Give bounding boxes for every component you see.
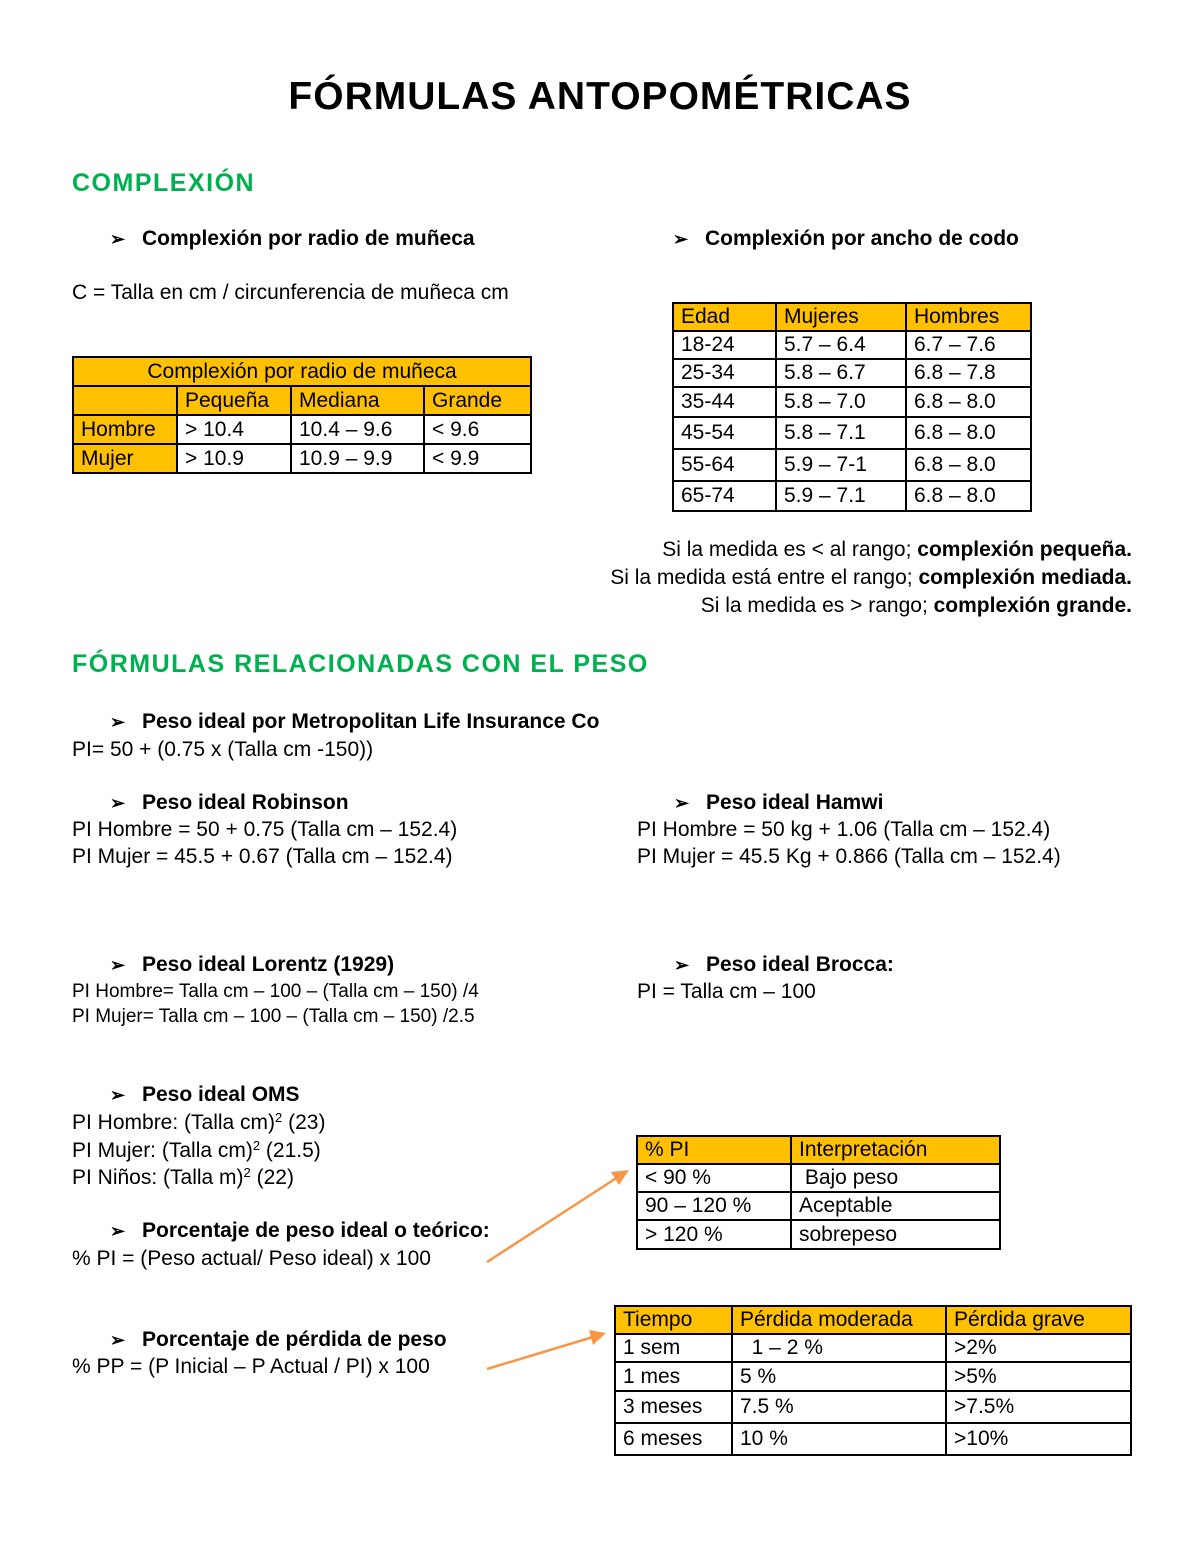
arrowhead-icon: [611, 1170, 629, 1185]
oms-text: PI Niños: (Talla m): [72, 1166, 244, 1189]
table-cell: >5%: [946, 1362, 1131, 1391]
table-header-cell: Pérdida moderada: [732, 1306, 946, 1334]
connector-arrow-percent-ideal: [487, 1177, 618, 1262]
wrist-formula: C = Talla en cm / circunferencia de muñeca cm: [72, 281, 509, 304]
table-cell: 6.8 – 8.0: [906, 481, 1031, 511]
table-cell: > 10.9: [177, 444, 291, 473]
hamwi-men: PI Hombre = 50 kg + 1.06 (Talla cm – 152.4): [637, 818, 1051, 841]
oms-exponent: 2: [252, 1138, 261, 1153]
table-cell: 5.9 – 7.1: [776, 481, 906, 511]
note-text: Si la medida es < al rango;: [662, 538, 918, 561]
table-cell: < 9.6: [424, 415, 531, 444]
note-bold: complexión mediada.: [918, 566, 1132, 589]
table-header-cell: Mujeres: [776, 303, 906, 331]
table-cell: 10.9 – 9.9: [291, 444, 424, 473]
bullet-label: Peso ideal Hamwi: [706, 791, 884, 814]
table-header-cell: Edad: [673, 303, 776, 331]
table-cell: 5.8 – 7.1: [776, 417, 906, 449]
section-heading-complexion: COMPLEXIÓN: [72, 169, 256, 197]
table-cell: 25-34: [673, 359, 776, 387]
table-cell: 3 meses: [615, 1391, 732, 1423]
connector-arrow-percent-loss: [487, 1337, 593, 1369]
oms-text: (23): [282, 1111, 326, 1134]
robinson-men: PI Hombre = 50 + 0.75 (Talla cm – 152.4): [72, 818, 458, 841]
arrow-bullet-icon: ➢: [110, 1330, 126, 1350]
arrow-bullet-icon: ➢: [110, 955, 126, 975]
table-cell: >7.5%: [946, 1391, 1131, 1423]
oms-text: (21.5): [260, 1139, 321, 1162]
table-cell: Aceptable: [791, 1192, 1000, 1220]
table-header-cell: Mediana: [291, 386, 424, 415]
table-cell: < 90 %: [637, 1164, 791, 1192]
bullet-label: Peso ideal Brocca:: [706, 953, 894, 976]
oms-exponent: 2: [275, 1110, 283, 1125]
table-cell: 55-64: [673, 449, 776, 481]
arrow-bullet-icon: ➢: [110, 793, 126, 813]
table-header-cell: Hombres: [906, 303, 1031, 331]
table-header-cell: Interpretación: [791, 1136, 1000, 1164]
table-cell: 1 sem: [615, 1334, 732, 1362]
bullet-label: Peso ideal Robinson: [142, 791, 349, 814]
table-cell: < 9.9: [424, 444, 531, 473]
percent-loss-formula: % PP = (P Inicial – P Actual / PI) x 100: [72, 1355, 430, 1378]
percent-ideal-formula: % PI = (Peso actual/ Peso ideal) x 100: [72, 1247, 431, 1270]
table-header-cell: % PI: [637, 1136, 791, 1164]
lorentz-women: PI Mujer= Talla cm – 100 – (Talla cm – 150) /2.5: [72, 1006, 475, 1027]
table-cell: 35-44: [673, 387, 776, 417]
bullet-label: Porcentaje de pérdida de peso: [142, 1328, 447, 1351]
table-cell: > 120 %: [637, 1220, 791, 1249]
table-cell: 5 %: [732, 1362, 946, 1391]
table-header-cell: Pérdida grave: [946, 1306, 1131, 1334]
table-cell: 90 – 120 %: [637, 1192, 791, 1220]
note-text: Si la medida está entre el rango;: [610, 566, 919, 589]
arrow-bullet-icon: ➢: [674, 793, 690, 813]
table-cell: 6.7 – 7.6: [906, 331, 1031, 359]
arrow-bullet-icon: ➢: [110, 1085, 126, 1105]
section-heading-weight: FÓRMULAS RELACIONADAS CON EL PESO: [72, 650, 649, 678]
table-cell: >10%: [946, 1423, 1131, 1455]
table-cell: 10.4 – 9.6: [291, 415, 424, 444]
table-cell: 6.8 – 8.0: [906, 449, 1031, 481]
table-row-header: Mujer: [73, 444, 177, 473]
table-cell: 10 %: [732, 1423, 946, 1455]
lorentz-men: PI Hombre= Talla cm – 100 – (Talla cm – 150) /4: [72, 981, 479, 1002]
oms-text: PI Mujer: (Talla cm): [72, 1139, 253, 1162]
bullet-label: Peso ideal Lorentz (1929): [142, 953, 395, 976]
table-header-cell: Tiempo: [615, 1306, 732, 1334]
arrow-bullet-icon: ➢: [110, 229, 126, 249]
bullet-label: Porcentaje de peso ideal o teórico:: [142, 1219, 490, 1242]
table-row-header: Hombre: [73, 415, 177, 444]
table-header-cell: Grande: [424, 386, 531, 415]
metropolitan-formula: PI= 50 + (0.75 x (Talla cm -150)): [72, 738, 374, 761]
table-cell: 5.8 – 7.0: [776, 387, 906, 417]
table-cell: Bajo peso: [791, 1164, 1000, 1192]
table-cell: 5.7 – 6.4: [776, 331, 906, 359]
bullet-label: Peso ideal OMS: [142, 1083, 300, 1106]
table-cell: sobrepeso: [791, 1220, 1000, 1249]
oms-text: (22): [250, 1166, 294, 1189]
arrow-bullet-icon: ➢: [673, 229, 689, 249]
bullet-label: Complexión por ancho de codo: [705, 227, 1019, 250]
arrow-bullet-icon: ➢: [110, 712, 126, 732]
table-cell: 6.8 – 8.0: [906, 387, 1031, 417]
table-cell: 6.8 – 8.0: [906, 417, 1031, 449]
note-bold: complexión pequeña.: [917, 538, 1132, 561]
bullet-label: Peso ideal por Metropolitan Life Insurance Co: [142, 710, 600, 733]
table-header-cell: Pequeña: [177, 386, 291, 415]
table-cell: 7.5 %: [732, 1391, 946, 1423]
table-cell: 65-74: [673, 481, 776, 511]
arrow-bullet-icon: ➢: [110, 1221, 126, 1241]
table-cell: 1 mes: [615, 1362, 732, 1391]
table-cell: > 10.4: [177, 415, 291, 444]
table-cell: 1 – 2 %: [732, 1334, 946, 1362]
note-bold: complexión grande.: [933, 594, 1132, 617]
hamwi-women: PI Mujer = 45.5 Kg + 0.866 (Talla cm – 152.4): [637, 845, 1061, 868]
oms-exponent: 2: [243, 1165, 251, 1180]
table-cell: 6.8 – 7.8: [906, 359, 1031, 387]
arrow-bullet-icon: ➢: [674, 955, 690, 975]
table-caption: Complexión por radio de muñeca: [73, 357, 531, 386]
oms-text: PI Hombre: (Talla cm): [72, 1111, 276, 1134]
table-cell: 5.8 – 6.7: [776, 359, 906, 387]
note-text: Si la medida es > rango;: [700, 594, 934, 617]
table-cell: 18-24: [673, 331, 776, 359]
arrowhead-icon: [589, 1330, 606, 1345]
table-cell: 5.9 – 7-1: [776, 449, 906, 481]
page-title: FÓRMULAS ANTOPOMÉTRICAS: [288, 75, 912, 118]
bullet-label: Complexión por radio de muñeca: [142, 227, 475, 250]
table-cell: 45-54: [673, 417, 776, 449]
table-cell: 6 meses: [615, 1423, 732, 1455]
table-cell: >2%: [946, 1334, 1131, 1362]
robinson-women: PI Mujer = 45.5 + 0.67 (Talla cm – 152.4): [72, 845, 453, 868]
brocca-formula: PI = Talla cm – 100: [637, 980, 816, 1003]
